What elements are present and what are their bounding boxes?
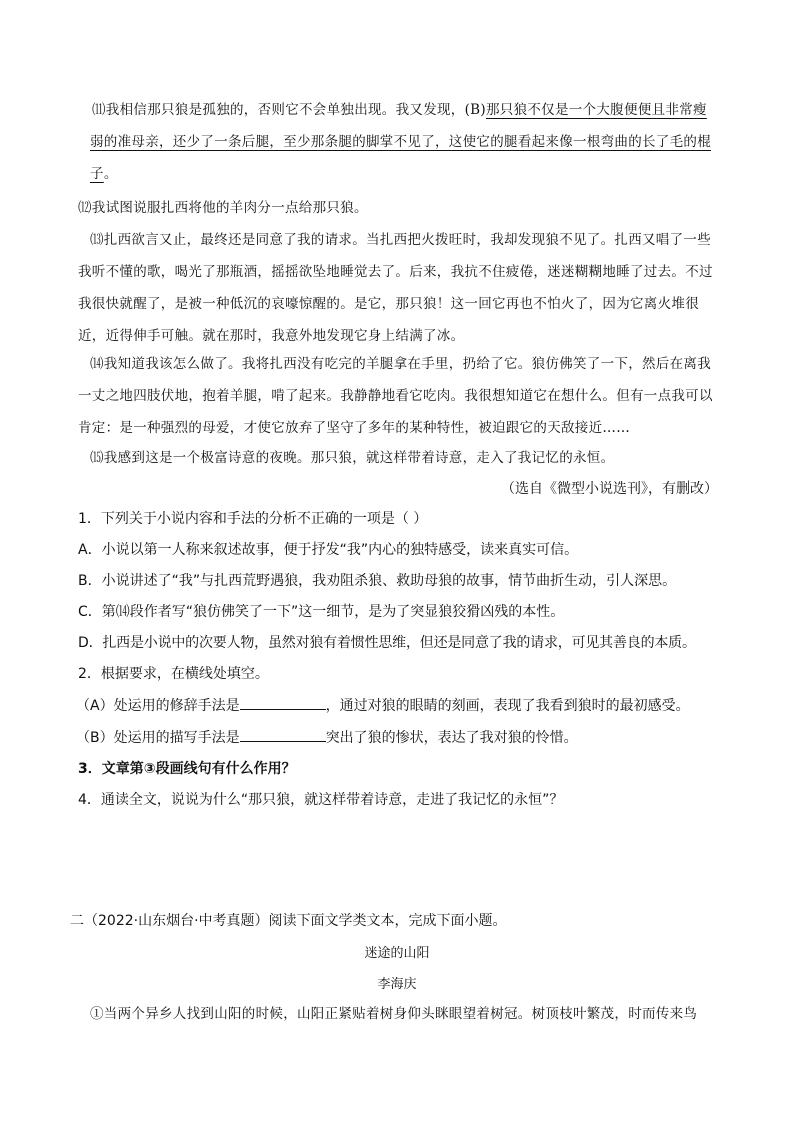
question-2-part-b-suffix: 突出了狼的惨状，表达了我对狼的怜惜。 bbox=[325, 730, 578, 746]
section-2-paragraph-1: ①当两个异乡人找到山阳的时候，山阳正紧贴着树身仰头眯眼望着树冠。树顶枝叶繁茂，时而传来鸟 bbox=[90, 1006, 698, 1022]
question-2: 2．根据要求，在横线处填空。 bbox=[78, 666, 269, 682]
paragraph-13 bbox=[78, 224, 718, 352]
question-2-part-a-suffix: ，通过对狼的眼睛的刻画，表现了我看到狼时的最初感受。 bbox=[325, 698, 690, 714]
answer-blank-a[interactable] bbox=[240, 695, 326, 710]
paragraph-12 bbox=[78, 192, 718, 224]
question-2-part-b bbox=[76, 723, 736, 753]
paragraph-11 bbox=[90, 94, 718, 190]
section-2-title: 迷途的山阳 bbox=[364, 946, 430, 961]
paragraph-11-text: ⑾我相信那只狼是孤独的，否则它不会单独出现。我又发现，(B) bbox=[92, 102, 486, 118]
source-note-text: （选自《微型小说选刊》，有删改） bbox=[501, 481, 718, 497]
question-2-part-a-prefix: （A）处运用的修辞手法是 bbox=[76, 698, 240, 714]
question-1-option-a: A．小说以第一人称来叙述故事，便于抒发“我”内心的独特感受，读来真实可信。 bbox=[78, 542, 579, 558]
question-1-option-d: D．扎西是小说中的次要人物，虽然对狼有着惯性思维，但还是同意了我的请求，可见其善良的本质。 bbox=[78, 635, 696, 651]
question-3: 3．文章第③段画线句有什么作用？ bbox=[78, 761, 296, 777]
section-2-author: 李海庆 bbox=[377, 977, 417, 992]
question-2-part-b-prefix: （B）处运用的描写手法是 bbox=[76, 730, 240, 746]
paragraph-11-end: 。 bbox=[103, 166, 118, 182]
answer-blank-b[interactable] bbox=[240, 727, 326, 742]
question-1-option-c: C．第⒁段作者写“狼仿佛笑了一下”这一细节，是为了突显狼狡猾凶残的本性。 bbox=[78, 604, 565, 620]
question-4: 4．通读全文，说说为什么“那只狼，就这样带着诗意，走进了我记忆的永恒”？ bbox=[78, 792, 564, 808]
underlined-sentence-b: 那只狼不仅是一个大腹便便且非常瘦弱的准母亲，还少了一条后腿，至少那条腿的脚掌不见了，这使它的腿看起来像一根弯曲的长了毛的棍子 bbox=[90, 102, 711, 182]
paragraph-15 bbox=[78, 442, 718, 474]
paragraph-15-text: ⒂我感到这是一个极富诗意的夜晚。那只狼，就这样带着诗意，走入了我记忆的永恒。 bbox=[90, 450, 615, 466]
paragraph-14-text: ⒁我知道我该怎么做了。我将扎西没有吃完的羊腿拿在手里，扔给了它。狼仿佛笑了一下，然后在离我一丈之地四肢伏地，抱着羊腿，啃了起来。我静静地看它吃肉。我很想知道它在想什么。但有一点我可以肯定：是一种强烈的母爱，才使它放弃了坚守了多年的某种特性，被迫跟它的天敌接近…… bbox=[78, 356, 713, 436]
question-2-part-a bbox=[76, 691, 736, 721]
paragraph-14 bbox=[78, 348, 718, 444]
question-1-option-b: B．小说讲述了“我”与扎西荒野遇狼，我劝阻杀狼、救助母狼的故事，情节曲折生动，引人深思。 bbox=[78, 573, 677, 589]
section-2-header: 二（2022·山东烟台·中考真题）阅读下面文学类文本，完成下面小题。 bbox=[70, 913, 507, 929]
paragraph-12-text: ⑿我试图说服扎西将他的羊肉分一点给那只狼。 bbox=[78, 200, 368, 216]
paragraph-13-text: ⒀扎西欲言又止，最终还是同意了我的请求。当扎西把火拨旺时，我却发现狼不见了。扎西又唱了一些我听不懂的歌，喝光了那瓶酒，摇摇欲坠地睡觉去了。后来，我抗不住疲倦，迷迷糊糊地睡了过去。不过我很快就醒了，是被一种低沉的哀嚎惊醒的。是它，那只狼！这一回它再也不怕火了，因为它离火堆很近，近得伸手可触。就在那时，我意外地发现它身上结满了冰。 bbox=[78, 232, 713, 344]
question-1: 1．下列关于小说内容和手法的分析不正确的一项是（ ） bbox=[78, 511, 428, 527]
source-note bbox=[78, 474, 718, 504]
